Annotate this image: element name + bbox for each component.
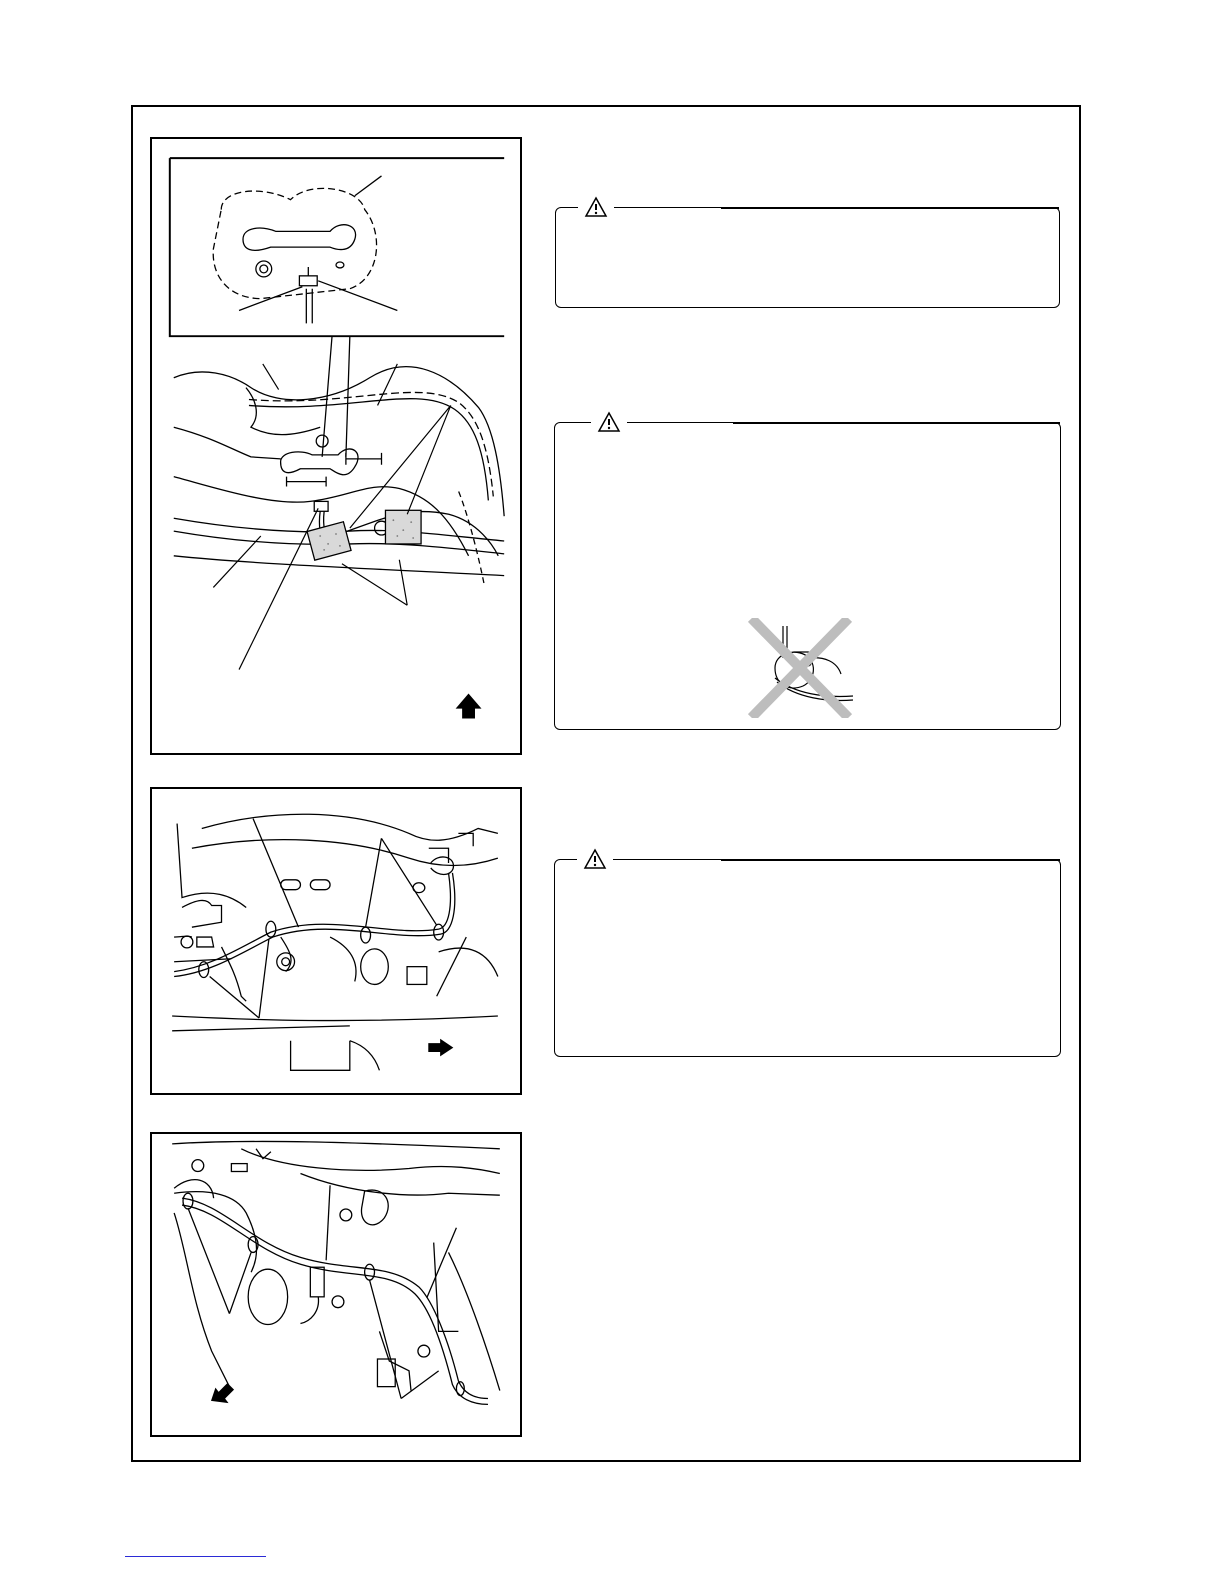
harness-routing-illustration	[152, 139, 520, 753]
footer-link-underline[interactable]	[125, 1556, 266, 1557]
arrow-down-left-icon	[212, 1384, 234, 1403]
warning-triangle-icon	[597, 411, 621, 433]
arrow-right-icon	[429, 1040, 453, 1056]
caution-box-1	[555, 207, 1060, 308]
caution-header	[591, 411, 627, 433]
caution-box-2	[554, 422, 1061, 730]
caution-header	[577, 848, 613, 870]
caution-header-rule	[733, 422, 1060, 424]
caution-box-3	[554, 859, 1061, 1057]
crossed-out-bolt-wire-icon	[745, 618, 855, 718]
warning-triangle-icon	[583, 848, 607, 870]
caution-header-rule	[721, 207, 1059, 209]
figure-1	[150, 137, 522, 755]
caution-header	[578, 196, 614, 218]
harness-clamps-lower-illustration	[152, 1134, 520, 1435]
figure-2	[150, 787, 522, 1095]
figure-3	[150, 1132, 522, 1437]
arrow-up-icon	[457, 694, 481, 718]
harness-clamps-illustration	[152, 789, 520, 1093]
caution-header-rule	[721, 859, 1060, 861]
warning-triangle-icon	[584, 196, 608, 218]
